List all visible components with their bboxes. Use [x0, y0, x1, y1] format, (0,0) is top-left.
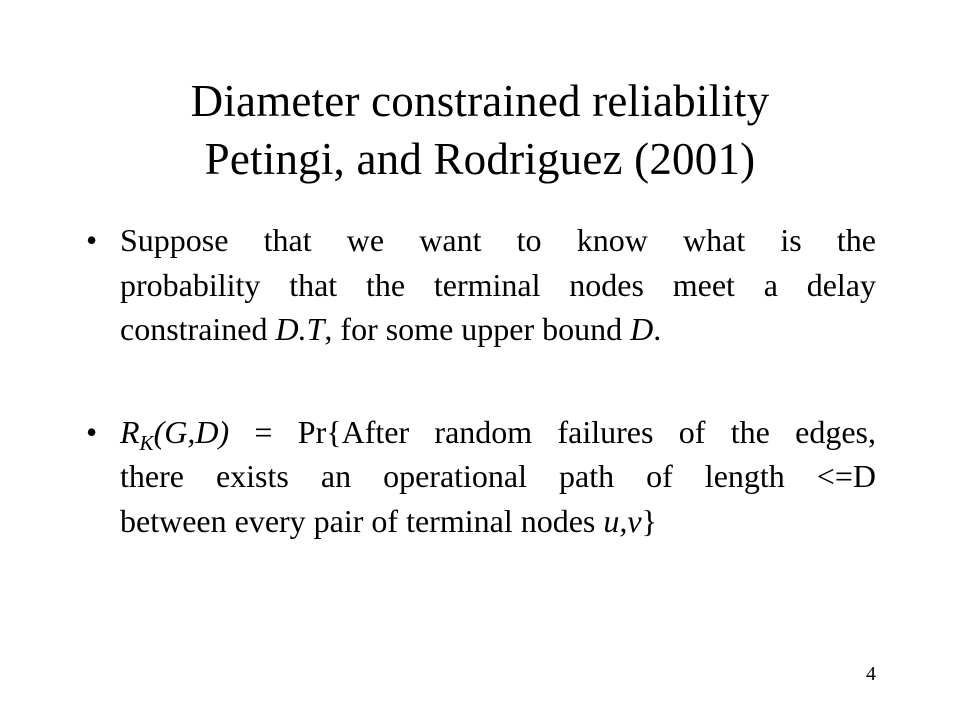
formula-subscript: K	[139, 430, 154, 455]
bound-variable: D	[630, 311, 654, 347]
delay-variable: D.T	[275, 311, 325, 347]
bullet1-text-a: constrained	[120, 311, 276, 347]
bullet-dot-icon: •	[86, 413, 98, 450]
bullet2-text-a: between every pair of terminal nodes	[120, 502, 604, 539]
title-line-2: Petingi, and Rodriguez (2001)	[204, 134, 756, 184]
bullet1-text-c: .	[653, 311, 662, 347]
bullet2-line-1	[120, 410, 876, 455]
formula	[120, 413, 230, 455]
bullet-dot-icon: •	[86, 222, 98, 258]
bullet1-line-3	[120, 307, 876, 352]
page-number: 4	[866, 663, 876, 685]
title-line-1: Diameter constrained reliability	[190, 76, 770, 126]
bullet-list	[86, 218, 876, 543]
bullet2-line-3	[120, 499, 876, 544]
bullet-item-question	[86, 218, 876, 352]
bullet2-line-2: there exists an operational path of length <=D	[120, 458, 876, 494]
formula-r-symbol: R	[120, 413, 140, 450]
bullet1-line-1: Suppose that we want to know what is the	[120, 222, 876, 258]
bullet2-text-b: }	[641, 502, 657, 539]
bullet2-line-1-rest: = Pr{After random failures of the edges,	[229, 413, 876, 450]
formula-args: (G,D)	[153, 413, 230, 450]
bullet1-line-2: probability that the terminal nodes meet a delay	[120, 266, 876, 303]
slide-title	[0, 72, 960, 188]
bullet-item-definition	[86, 410, 876, 544]
bullet1-text-b: , for some upper bound	[324, 311, 631, 347]
node-pair-variable: u,v	[603, 502, 642, 539]
